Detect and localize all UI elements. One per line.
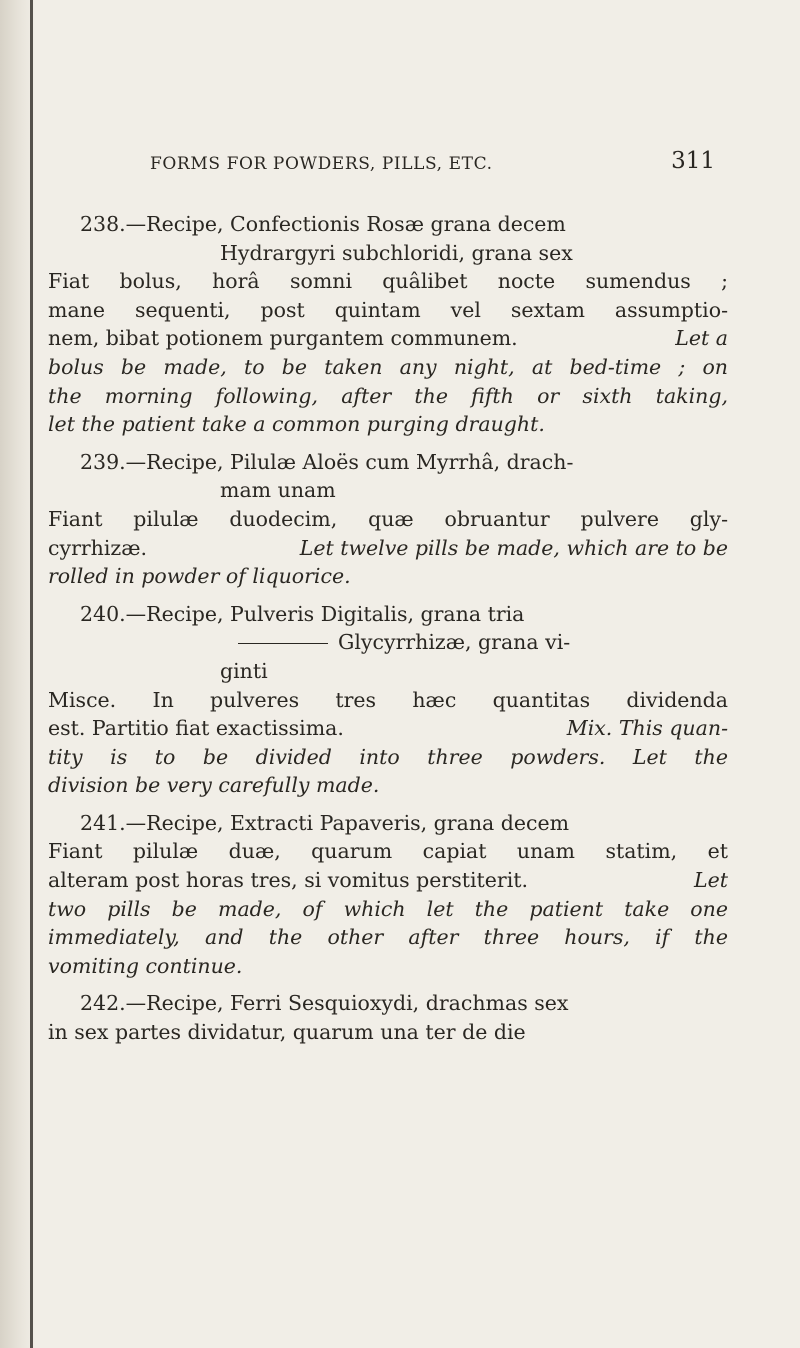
english-translation: division be very carefully made. xyxy=(48,773,380,798)
recipe-242 xyxy=(48,989,728,1046)
english-translation: bolus be made, to be taken any night, at bed-time ; on xyxy=(48,354,728,379)
page-header xyxy=(150,148,715,188)
english-translation: two pills be made, of which let the patient take one xyxy=(48,896,728,921)
latin-direction-end: cyrrhizæ. Let twelve pills be made, which are to be xyxy=(48,534,728,563)
recipe-241 xyxy=(48,809,728,981)
recipe-heading: 239.—Recipe, Pilulæ Aloës cum Myrrhâ, drach- xyxy=(80,449,574,474)
english-translation: Let twelve pills be made, which are to be xyxy=(299,535,728,560)
english-translation: Let xyxy=(694,868,728,893)
english-translation: vomiting continue. xyxy=(48,953,243,978)
recipe-239 xyxy=(48,448,728,591)
english-translation: the morning following, after the fifth or sixth taking, xyxy=(48,383,728,408)
latin-direction: Fiant pilulæ duodecim, quæ obruantur pulvere gly- xyxy=(48,506,728,531)
recipe-heading: 242.—Recipe, Ferri Sesquioxydi, drachmas sex xyxy=(80,991,569,1016)
recipe-238 xyxy=(48,210,728,439)
latin-direction-end: est. Partitio fiat exactissima. Mix. This quan- xyxy=(48,714,728,743)
latin-direction: mane sequenti, post quintam vel sextam assumptio- xyxy=(48,297,728,322)
ditto-rule xyxy=(238,643,328,644)
recipe-heading: 240.—Recipe, Pulveris Digitalis, grana tria xyxy=(80,601,525,626)
running-head: FORMS FOR POWDERS, PILLS, ETC. xyxy=(150,154,493,174)
recipe-240 xyxy=(48,600,728,800)
page-number: 311 xyxy=(671,148,715,174)
recipe-heading: 238.—Recipe, Confectionis Rosæ grana decem xyxy=(80,212,566,236)
recipe-ingredient: Glycyrrhizæ, grana vi- xyxy=(48,628,728,657)
latin-direction: in sex partes dividatur, quarum una ter de die xyxy=(48,1020,526,1045)
english-translation: let the patient take a common purging draught. xyxy=(48,412,545,437)
english-translation: rolled in powder of liquorice. xyxy=(48,564,351,589)
english-translation: immediately, and the other after three hours, if the xyxy=(48,925,728,950)
english-translation: Mix. This quan- xyxy=(566,716,728,741)
recipe-ingredient: ginti xyxy=(220,658,268,683)
latin-direction-end: alteram post horas tres, si vomitus perstiterit. Let xyxy=(48,866,728,895)
latin-direction: Fiat bolus, horâ somni quâlibet nocte sumendus ; xyxy=(48,269,728,294)
recipe-heading: 241.—Recipe, Extracti Papaveris, grana decem xyxy=(80,810,570,835)
page-body xyxy=(48,210,728,1056)
latin-direction: Misce. In pulveres tres hæc quantitas dividenda xyxy=(48,687,728,712)
recipe-ingredient: Hydrargyri subchloridi, grana sex xyxy=(220,240,573,265)
recipe-ingredient: mam unam xyxy=(220,478,336,503)
latin-direction-end: nem, bibat potionem purgantem communem. Let a xyxy=(48,324,728,353)
binding-edge xyxy=(30,0,33,1348)
english-translation: tity is to be divided into three powders. Let the xyxy=(48,744,728,769)
latin-direction: Fiant pilulæ duæ, quarum capiat unam statim, et xyxy=(48,839,728,864)
english-translation: Let a xyxy=(675,326,728,351)
